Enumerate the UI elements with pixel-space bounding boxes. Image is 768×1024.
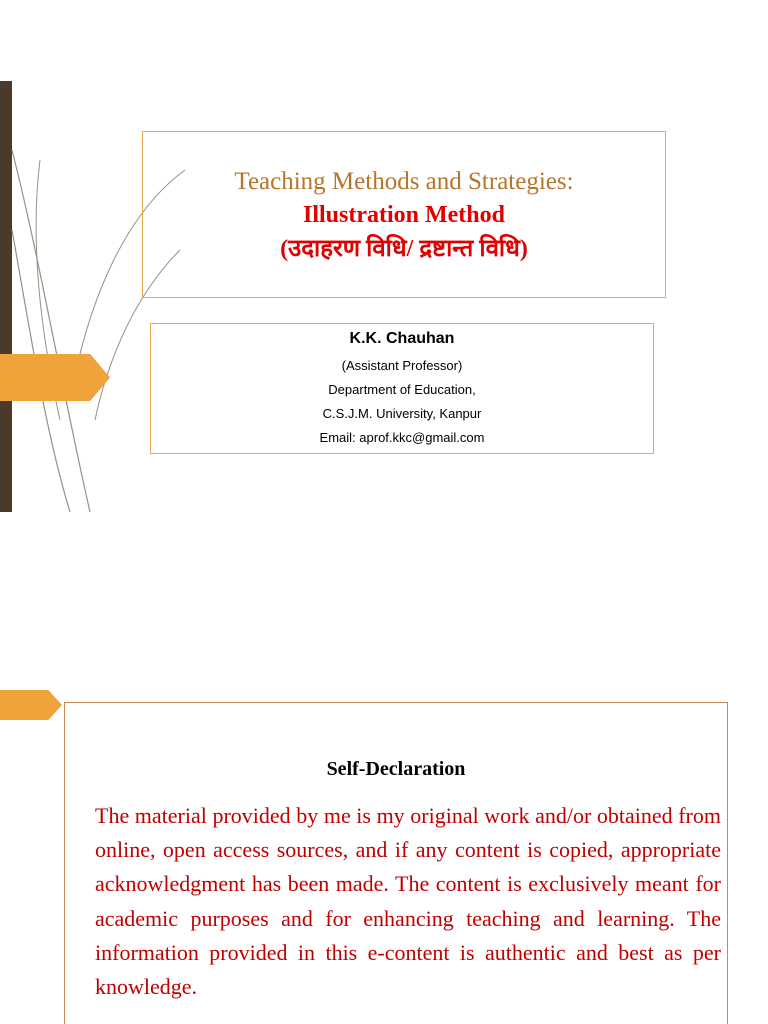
hindi-subtitle-line: (उदाहरण विधि/ द्रष्टान्त विधि) <box>280 236 528 262</box>
author-box <box>150 323 654 454</box>
declaration-box <box>64 702 728 1024</box>
title-line: Teaching Methods and Strategies: <box>234 168 574 195</box>
author-university: C.S.J.M. University, Kanpur <box>322 406 482 421</box>
author-name: K.K. Chauhan <box>349 330 455 347</box>
orange-arrow-tab <box>0 690 62 720</box>
author-designation: (Assistant Professor) <box>341 358 463 373</box>
subtitle-line: Illustration Method <box>302 202 505 228</box>
orange-arrow-tab <box>0 354 110 401</box>
declaration-heading: Self-Declaration <box>326 758 466 780</box>
author-department: Department of Education, <box>328 382 476 397</box>
title-box <box>142 131 666 298</box>
declaration-body: The material provided by me is my original work and/or obtained from online, open access sources, and if any content is copied, appropriate acknowledgment has been made. The content is exclusively meant for academic purposes and for enhancing teaching and learning. The information provided in this e-content is authentic and best as per knowledge. <box>95 803 721 1000</box>
author-email: Email: aprof.kkc@gmail.com <box>319 430 485 445</box>
declaration-slide <box>0 512 768 1024</box>
